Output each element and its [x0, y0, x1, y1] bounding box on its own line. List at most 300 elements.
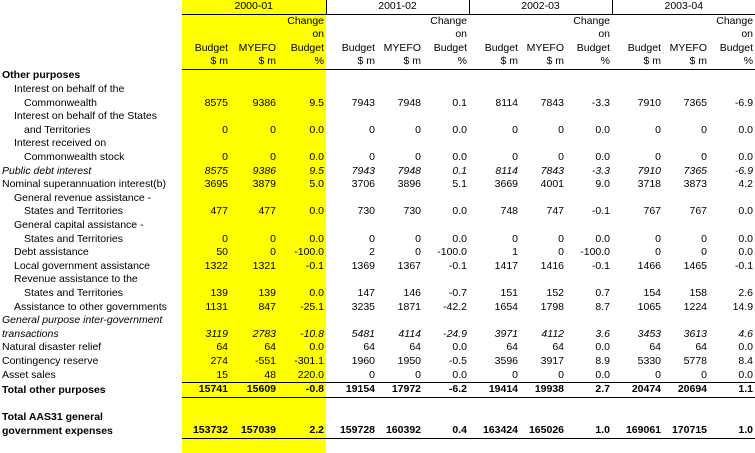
- row-label: Interest on behalf of the States: [14, 110, 158, 123]
- value-cell: 0: [701, 123, 708, 136]
- empty-cell: [230, 411, 278, 425]
- empty-cell: [566, 83, 612, 97]
- empty-cell: [469, 314, 520, 328]
- value-cell: 0.0: [738, 205, 754, 218]
- value-cell: 7943: [351, 164, 376, 177]
- column-header: [182, 14, 230, 28]
- value-cell: 1416: [540, 259, 565, 272]
- empty-cell: [182, 273, 230, 287]
- value-cell: 0.0: [309, 123, 325, 136]
- table-row: [0, 260, 755, 274]
- total-value: 17972: [377, 383, 423, 398]
- value-cell: 0: [369, 151, 376, 164]
- value-cell: 274: [210, 354, 228, 367]
- empty-cell: [709, 397, 755, 411]
- value-cell: 154: [643, 286, 662, 299]
- empty-cell: [709, 273, 755, 287]
- column-header: Change: [716, 14, 754, 27]
- value-cell: 0: [701, 232, 708, 245]
- value-cell: 0.7: [595, 286, 611, 299]
- table-row: [0, 192, 755, 206]
- value-cell: 1465: [683, 259, 708, 272]
- column-header: on: [455, 28, 468, 41]
- empty-cell: [520, 69, 566, 83]
- column-header: [377, 28, 423, 42]
- table-row: [0, 328, 755, 342]
- value-cell: 0.0: [738, 151, 754, 164]
- empty-cell: [326, 411, 377, 425]
- value-cell: 64: [649, 341, 662, 354]
- column-header: Budget: [290, 41, 325, 54]
- value-cell: 2783: [252, 327, 276, 340]
- value-cell: 0.0: [595, 123, 611, 136]
- empty-cell: [278, 110, 326, 124]
- empty-cell: [230, 314, 278, 328]
- value-cell: 0: [415, 123, 422, 136]
- empty-cell: [230, 110, 278, 124]
- total-other-row: [0, 383, 755, 398]
- value-cell: 4.6: [738, 327, 754, 340]
- year-header-row: [0, 0, 755, 14]
- value-cell: 0.0: [452, 368, 468, 381]
- empty-cell: [612, 83, 663, 97]
- value-cell: 64: [363, 341, 376, 354]
- value-cell: 0.0: [452, 123, 468, 136]
- empty-cell: [520, 110, 566, 124]
- empty-cell: [326, 137, 377, 151]
- value-cell: -100.0: [294, 246, 325, 259]
- empty-cell: [566, 411, 612, 425]
- value-cell: -6.9: [734, 164, 754, 177]
- column-header: [663, 28, 709, 42]
- value-cell: 3613: [683, 327, 708, 340]
- header-blank-cell: [0, 55, 182, 69]
- value-cell: 0: [270, 246, 276, 259]
- value-cell: 1798: [540, 300, 565, 313]
- empty-cell: [663, 192, 709, 206]
- column-header: Budget: [627, 41, 662, 54]
- value-cell: 0: [558, 232, 565, 245]
- empty-cell: [566, 110, 612, 124]
- value-cell: 0: [270, 123, 276, 136]
- empty-cell: [566, 314, 612, 328]
- grand-total-row: [0, 424, 755, 438]
- empty-cell: [326, 219, 377, 233]
- empty-cell: [326, 69, 377, 83]
- total-value: -6.2: [423, 383, 469, 398]
- value-cell: 8114: [495, 96, 519, 109]
- table-row: [0, 165, 755, 179]
- value-cell: -0.1: [591, 205, 611, 218]
- value-cell: 0: [369, 123, 376, 136]
- empty-cell: [566, 273, 612, 287]
- empty-cell: [423, 219, 469, 233]
- row-label: Commonwealth: [24, 96, 97, 109]
- value-cell: 7365: [683, 96, 708, 109]
- value-cell: 0: [655, 151, 662, 164]
- empty-cell: [612, 273, 663, 287]
- value-cell: 3873: [683, 178, 708, 191]
- value-cell: 0.0: [738, 341, 754, 354]
- empty-cell: [520, 314, 566, 328]
- year-header: 2002-03: [469, 0, 612, 14]
- value-cell: 1960: [351, 354, 376, 367]
- value-cell: 48: [264, 368, 276, 381]
- value-cell: -6.9: [734, 96, 754, 109]
- grand-total-value: 1.0: [709, 424, 755, 438]
- value-cell: -25.1: [300, 300, 325, 313]
- empty-cell: [566, 219, 612, 233]
- column-header: MYEFO: [526, 41, 565, 54]
- column-header: Change: [573, 14, 611, 27]
- value-cell: 0: [369, 368, 376, 381]
- empty-cell: [663, 137, 709, 151]
- row-label: Interest on behalf of the: [14, 83, 125, 96]
- value-cell: 2.6: [738, 286, 754, 299]
- total-value: 20694: [663, 383, 709, 398]
- value-cell: 3706: [351, 178, 376, 191]
- value-cell: 4114: [398, 327, 422, 340]
- empty-cell: [230, 397, 278, 411]
- value-cell: 158: [689, 286, 708, 299]
- grand-total-value: 165026: [520, 424, 566, 438]
- value-cell: 0: [512, 232, 519, 245]
- empty-cell: [469, 273, 520, 287]
- row-label: States and Territories: [24, 205, 124, 218]
- empty-cell: [520, 137, 566, 151]
- value-cell: -100.0: [580, 246, 611, 259]
- column-header: on: [598, 28, 611, 41]
- column-header: [326, 14, 377, 28]
- table-row: [0, 110, 755, 124]
- empty-cell: [326, 314, 377, 328]
- year-header: 2003-04: [612, 0, 755, 14]
- value-cell: 0.0: [309, 151, 325, 164]
- empty-cell: [182, 69, 230, 83]
- empty-cell: [663, 397, 709, 411]
- empty-cell: [326, 83, 377, 97]
- value-cell: 0: [655, 232, 662, 245]
- value-cell: 2: [369, 246, 376, 259]
- empty-cell: [182, 397, 230, 411]
- value-cell: 1369: [351, 259, 376, 272]
- empty-cell: [182, 411, 230, 425]
- header-blank-cell: [0, 42, 182, 56]
- empty-cell: [469, 83, 520, 97]
- grand-total-value: 170715: [663, 424, 709, 438]
- value-cell: 152: [546, 286, 565, 299]
- empty-cell: [663, 69, 709, 83]
- empty-cell: [230, 69, 278, 83]
- row-label: States and Territories: [24, 232, 124, 245]
- column-header-row: [0, 55, 755, 69]
- empty-cell: [709, 83, 755, 97]
- empty-cell: [423, 83, 469, 97]
- value-cell: 64: [409, 341, 422, 354]
- column-header: $ m: [500, 55, 519, 68]
- total-value: 19414: [469, 383, 520, 398]
- row-label: Interest received on: [14, 137, 107, 150]
- value-cell: 748: [500, 205, 519, 218]
- row-label: Contingency reserve: [2, 354, 99, 367]
- column-header: $ m: [546, 55, 565, 68]
- grand-total-value: 160392: [377, 424, 423, 438]
- value-cell: 0: [222, 232, 228, 245]
- grand-total-value: 0.4: [423, 424, 469, 438]
- value-cell: 730: [357, 205, 376, 218]
- value-cell: 8575: [204, 96, 228, 109]
- grand-total-row: [0, 411, 755, 425]
- value-cell: 3596: [494, 354, 519, 367]
- empty-cell: [663, 110, 709, 124]
- column-header: $ m: [258, 55, 276, 68]
- table-row: [0, 178, 755, 192]
- value-cell: 0.0: [309, 286, 325, 299]
- value-cell: 0.0: [738, 232, 754, 245]
- value-cell: 767: [689, 205, 708, 218]
- empty-cell: [182, 314, 230, 328]
- value-cell: -24.9: [443, 327, 468, 340]
- value-cell: 8.4: [738, 354, 754, 367]
- value-cell: 0: [222, 151, 228, 164]
- value-cell: -0.1: [448, 259, 468, 272]
- empty-cell: [612, 69, 663, 83]
- value-cell: 9.0: [595, 178, 611, 191]
- value-cell: 15: [216, 368, 228, 381]
- empty-cell: [377, 219, 423, 233]
- year-header: 2000-01: [182, 0, 326, 14]
- value-cell: -3.3: [591, 96, 611, 109]
- value-cell: 0: [655, 246, 662, 259]
- value-cell: 7843: [540, 96, 565, 109]
- empty-cell: [377, 137, 423, 151]
- empty-cell: [566, 397, 612, 411]
- row-label: General revenue assistance -: [14, 191, 152, 204]
- row-label: General capital assistance -: [14, 219, 144, 231]
- empty-cell: [423, 411, 469, 425]
- empty-cell: [377, 69, 423, 83]
- empty-cell: [520, 397, 566, 411]
- empty-cell: [278, 314, 326, 328]
- value-cell: 9.5: [309, 96, 325, 109]
- value-cell: 1417: [494, 259, 519, 272]
- value-cell: 1224: [683, 300, 708, 313]
- empty-cell: [326, 273, 377, 287]
- value-cell: 0: [415, 151, 422, 164]
- value-cell: 4.2: [738, 178, 754, 191]
- value-cell: 1466: [637, 259, 662, 272]
- empty-cell: [663, 273, 709, 287]
- value-cell: 0: [270, 151, 276, 164]
- empty-cell: [326, 110, 377, 124]
- value-cell: 0: [558, 246, 565, 259]
- column-header: [520, 14, 566, 28]
- column-header: %: [457, 55, 468, 68]
- value-cell: 0: [415, 368, 422, 381]
- row-label: Asset sales: [2, 369, 56, 382]
- empty-cell: [709, 192, 755, 206]
- column-header: Budget: [576, 41, 611, 54]
- section-title: Other purposes: [2, 69, 81, 82]
- column-header: Change: [430, 14, 468, 27]
- value-cell: 64: [552, 341, 565, 354]
- table-row: [0, 246, 755, 260]
- column-header: Change: [287, 14, 325, 27]
- value-cell: 0.0: [309, 205, 325, 218]
- row-label: Local government assistance: [14, 259, 150, 272]
- row-label: Debt assistance: [14, 246, 89, 259]
- value-cell: 5330: [637, 354, 662, 367]
- value-cell: -10.8: [300, 327, 325, 340]
- year-header: 2001-02: [326, 0, 469, 14]
- value-cell: 14.9: [732, 300, 754, 313]
- empty-cell: [230, 192, 278, 206]
- empty-cell: [612, 137, 663, 151]
- value-cell: 9.5: [309, 164, 325, 177]
- value-cell: 3453: [637, 327, 662, 340]
- value-cell: 151: [500, 286, 519, 299]
- value-cell: 0.0: [452, 232, 468, 245]
- total-value: 15741: [182, 383, 230, 398]
- empty-cell: [423, 137, 469, 151]
- empty-cell: [469, 110, 520, 124]
- value-cell: -0.5: [448, 354, 468, 367]
- total-value: -0.8: [278, 383, 326, 398]
- grand-total-label: Total AAS31 general: [2, 410, 103, 423]
- empty-cell: [423, 110, 469, 124]
- value-cell: 7948: [397, 164, 422, 177]
- empty-cell: [0, 397, 182, 411]
- empty-cell: [663, 219, 709, 233]
- grand-total-value: 1.0: [566, 424, 612, 438]
- value-cell: 3718: [637, 178, 662, 191]
- row-label: Public debt interest: [2, 164, 92, 177]
- empty-cell: [566, 137, 612, 151]
- value-cell: 0.0: [452, 151, 468, 164]
- value-cell: 0.0: [595, 368, 611, 381]
- total-value: 19154: [326, 383, 377, 398]
- value-cell: 4112: [541, 327, 565, 340]
- empty-cell: [663, 314, 709, 328]
- table-row: [0, 151, 755, 165]
- value-cell: 0: [701, 368, 708, 381]
- value-cell: 0: [512, 368, 519, 381]
- column-header: $ m: [357, 55, 376, 68]
- empty-cell: [423, 69, 469, 83]
- value-cell: 8114: [495, 164, 519, 177]
- value-cell: 0: [701, 151, 708, 164]
- grand-total-value: 157039: [230, 424, 278, 438]
- value-cell: 64: [695, 341, 708, 354]
- empty-cell: [278, 411, 326, 425]
- value-cell: 5.0: [309, 178, 325, 191]
- value-cell: 1065: [637, 300, 662, 313]
- empty-cell: [278, 273, 326, 287]
- empty-cell: [709, 219, 755, 233]
- empty-cell: [377, 83, 423, 97]
- value-cell: 3971: [494, 327, 519, 340]
- total-value: 20474: [612, 383, 663, 398]
- grand-total-value: 169061: [612, 424, 663, 438]
- value-cell: 147: [357, 286, 376, 299]
- total-value: 19938: [520, 383, 566, 398]
- empty-cell: [230, 137, 278, 151]
- grand-total-value: 153732: [182, 424, 230, 438]
- row-label: Assistance to other governments: [14, 300, 167, 313]
- row-label: transactions: [2, 327, 59, 340]
- empty-cell: [423, 273, 469, 287]
- value-cell: 1871: [397, 300, 422, 313]
- grand-total-value: 163424: [469, 424, 520, 438]
- value-cell: 1131: [205, 300, 228, 313]
- section-row: [0, 69, 755, 83]
- empty-cell: [326, 192, 377, 206]
- value-cell: 0.0: [309, 232, 325, 245]
- empty-cell: [709, 314, 755, 328]
- row-label: Revenue assistance to the: [14, 273, 138, 286]
- value-cell: 1322: [204, 259, 228, 272]
- value-cell: 4001: [540, 178, 565, 191]
- row-label: Nominal superannuation interest(b): [2, 178, 167, 191]
- value-cell: 0: [701, 246, 708, 259]
- table-row: [0, 83, 755, 97]
- empty-cell: [709, 137, 755, 151]
- value-cell: 0.0: [738, 368, 754, 381]
- column-header: [520, 28, 566, 42]
- empty-cell: [520, 411, 566, 425]
- value-cell: 0.0: [452, 205, 468, 218]
- value-cell: 0.1: [452, 164, 468, 177]
- empty-cell: [278, 137, 326, 151]
- empty-cell: [182, 192, 230, 206]
- value-cell: 9386: [252, 164, 276, 177]
- table-row: [0, 287, 755, 301]
- value-cell: 5481: [351, 327, 376, 340]
- grand-total-label: government expenses: [2, 424, 113, 437]
- total-value: 15609: [230, 383, 278, 398]
- table-row: [0, 301, 755, 315]
- value-cell: 146: [403, 286, 422, 299]
- value-cell: 1654: [494, 300, 519, 313]
- spacer-row: [0, 397, 755, 411]
- table-row: [0, 273, 755, 287]
- table-row: [0, 233, 755, 247]
- empty-cell: [709, 69, 755, 83]
- value-cell: 0: [369, 232, 376, 245]
- header-blank-cell: [0, 28, 182, 42]
- empty-cell: [612, 397, 663, 411]
- empty-cell: [278, 83, 326, 97]
- column-header: Budget: [341, 41, 376, 54]
- row-label: General purpose inter-government: [2, 314, 163, 327]
- column-header: Budget: [194, 41, 228, 54]
- row-label: Natural disaster relief: [2, 341, 102, 354]
- value-cell: 0.1: [452, 96, 468, 109]
- value-cell: 3235: [351, 300, 376, 313]
- empty-cell: [520, 219, 566, 233]
- empty-cell: [566, 192, 612, 206]
- row-label: and Territories: [24, 123, 91, 136]
- empty-cell: [469, 137, 520, 151]
- empty-cell: [377, 411, 423, 425]
- value-cell: -0.7: [448, 286, 468, 299]
- table-row: [0, 97, 755, 111]
- value-cell: 0: [655, 123, 662, 136]
- empty-cell: [278, 69, 326, 83]
- empty-cell: [278, 397, 326, 411]
- value-cell: 3669: [494, 178, 519, 191]
- value-cell: 0: [558, 368, 565, 381]
